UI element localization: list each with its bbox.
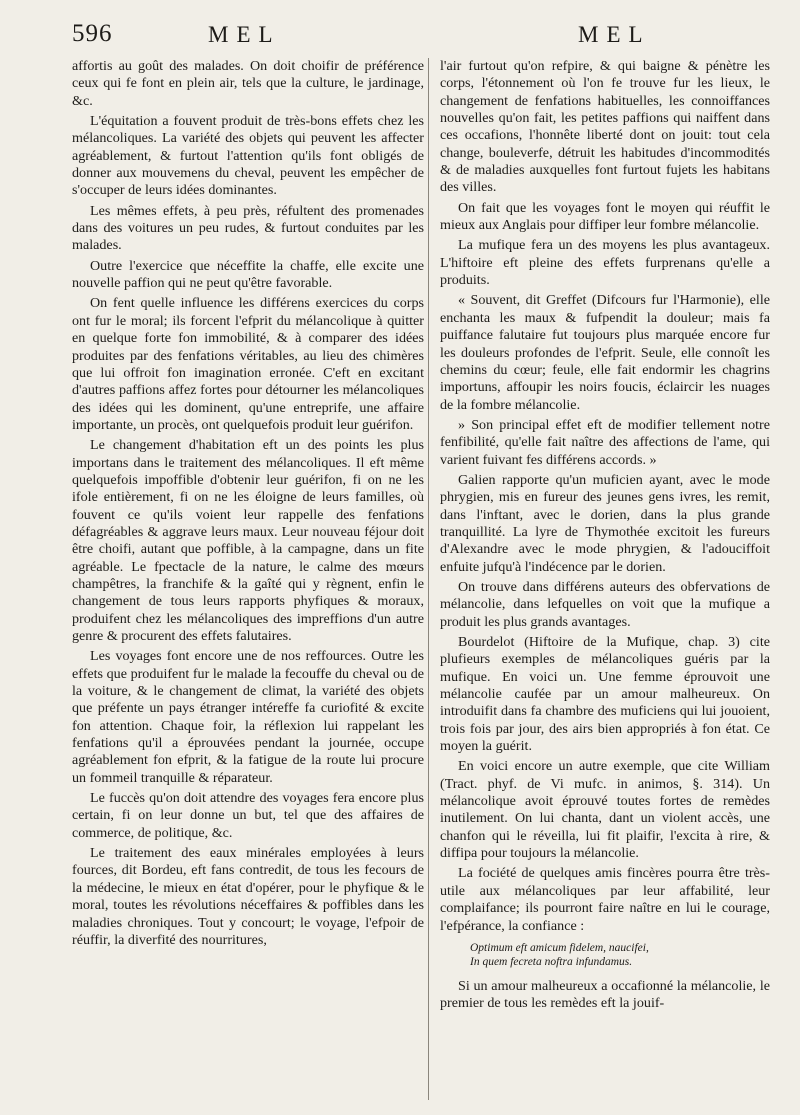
quote-line: In quem fecreta noftra infundamus. [470,955,633,968]
paragraph: Le changement d'habitation eft un des points les plus importans dans le traitement des mélancoliques. Il eft même quelquefois impoffible d'obtenir leur guérifon, fi on ne les ifole entièrement, fi on ne les éloigne de leurs familles, où fouvent ce qu'ils voient leur rappelle des fenfations défagréables & aggrave leurs maux. Leur nouveau féjour doit être choifi, autant que poffible, à la campagne, dans un fite agréable. Le fpectacle de la nature, le calme des mœurs champêtres, la franchife & la gaîté qui y règnent, enfin le changement de tous leurs rapports phyfiques & moraux, produifent chez les mélancoliques des impreffions d'un autre genre & procurent des effets falutaires. [72,437,424,644]
column-divider [428,58,429,1100]
paragraph: affortis au goût des malades. On doit choifir de préférence ceux qui fe font en plein air, tels que la culture, le jardinage, &c. [72,58,424,109]
paragraph: On fent quelle influence les différens exercices du corps ont fur le moral; ils forcent l'efprit du mélancolique à quitter en quelque forte fon immobilité, & à comparer des idées produites par des fenfations véritables, au lieu des chimères que lui offroit fon imagination erronée. C'eft en excitant d'autres paffions affez fortes pour détourner les mélancoliques des idées qui les dominent, qu'une entreprife, une affaire importante, un procès, ont quelquefois produit leur guérifon. [72,295,424,433]
paragraph: Bourdelot (Hiftoire de la Mufique, chap. 3) cite plufieurs exemples de mélancoliques guéris par la mufique. En voici un. Une femme éprouvoit une mélancolie caufée par un amour malheureux. On introduifit dans fa chambre des muficiens qui lui jouoient, trois fois par jour, des airs bien appropriés à fon état. Ce moyen la guérit. [440,634,770,755]
paragraph: Si un amour malheureux a occafionné la mélancolie, le premier de tous les remèdes eft la jouif- [440,977,770,1012]
page-header [0,16,800,56]
page-number: 596 [72,20,113,47]
paragraph: La mufique fera un des moyens les plus avantageux. L'hiftoire eft pleine des effets furprenans qu'elle a produits. [440,237,770,289]
running-head-right: MEL [578,22,651,47]
running-head-left: MEL [208,22,281,47]
paragraph: « Souvent, dit Greffet (Difcours fur l'Harmonie), elle enchanta les maux & fufpendit la douleur; mais fa puiffance falutaire fut toujours plus marquée encore fur les douleurs profondes de l'efprit. Seule, elle connoît les chemins du cœur; feule, elle fait endormir les chagrins importuns, affoupir les noirs foucis, éclaircir les nuages de la fombre mélancolie. [440,292,770,413]
paragraph: Les mêmes effets, à peu près, réfultent des promenades dans des voitures un peu rudes, & furtout conduites par les malades. [72,202,424,254]
paragraph: » Son principal effet eft de modifier tellement notre fenfibilité, qu'elle fait naître des affections de l'ame, qui varient fuivant fes différens accords. » [440,416,770,468]
paragraph: Les voyages font encore une de nos reffources. Outre les effets que produifent fur le malade la fecouffe du cheval ou de la voiture, & le changement de climat, la variété des objets que préfente un pays étranger intéreffe fa curiofité & excite fon attention. Chaque foir, la réflexion lui rappelant les fenfations qu'il a éprouvées pendant la journée, occupe agréablement fon efprit, & la fatigue de la route lui procure un fommeil tranquille & réparateur. [72,648,424,786]
paragraph: On fait que les voyages font le moyen qui réuffit le mieux aux Anglais pour diffiper leur fombre mélancolie. [440,199,770,234]
right-column [440,58,770,1016]
paragraph: Le traitement des eaux minérales employées à leurs fources, dit Bordeu, eft fans contredit, de tous les fecours de la médecine, le mieux en état d'opérer, pour le phyfique & le moral, toutes les révolutions néceffaires & poffibles dans les maladies chroniques. Tout y concourt; le voyage, l'efpoir de réuffir, la diverfité des nourritures, [72,845,424,948]
quote-line: Optimum eft amicum fidelem, naucifei, [470,941,649,954]
left-column [72,58,424,952]
paragraph: On trouve dans différens auteurs des obfervations de mélancolie, dans lefquelles on voit que la mufique a produit les plus grands avantages. [440,578,770,630]
paragraph: Outre l'exercice que néceffite la chaffe, elle excite une nouvelle paffion qui ne peut qu'être favorable. [72,257,424,292]
paragraph: Le fuccès qu'on doit attendre des voyages fera encore plus certain, fi on leur donne un but, tel que des affaires de commerce, de politique, &c. [72,790,424,841]
paragraph: l'air furtout qu'on refpire, & qui baigne & pénètre les corps, l'étonnement où l'on fe trouve fur les lieux, le changement de fenfations habituelles, les connoiffances nouvelles qu'on fait, les petites paffions qui naiffent dans ces occafions, l'honnête liberté dont on jouit: tout cela change, bouleverfe, détruit les habitudes d'incommodités & de maladies auxquelles font furtout fujets les habitans des villes. [440,58,770,196]
paragraph: La fociété de quelques amis fincères pourra être très-utile aux mélancoliques par leur affabilité, leur complaifance; ils pourront faire naître en lui le courage, l'efpérance, la confiance : [440,865,770,934]
paragraph: En voici encore un autre exemple, que cite William (Tract. phyf. de Vi mufc. in animos, §. 314). Un mélancolique avoit éprouvé toutes fortes de remèdes inutilement. On lui chanta, dant un violent accès, une chanfon qui le réveilla, lui fit plaifir, l'excita à rire, & diffipa pour toujours la mélancolie. [440,758,770,862]
paragraph: L'équitation a fouvent produit de très-bons effets chez les mélancoliques. La variété des objets qui peuvent les affecter agréablement, & furtout l'attention qu'ils font obligés de donner aux mouvemens du cheval, peuvent les empêcher de s'occuper de leurs idées dominantes. [72,113,424,199]
latin-quote [470,941,770,969]
paragraph: Galien rapporte qu'un muficien ayant, avec le mode phrygien, mis en fureur des jeunes gens ivres, les remit, dans l'inftant, avec le dorien, dans la plus grande tranquillité. La lyre de Thymothée excitoit les fureurs d'Alexandre avec le mode phrygien, & l'adouciffoit enfuite jufqu'à l'indécence par le dorien. [440,471,770,575]
